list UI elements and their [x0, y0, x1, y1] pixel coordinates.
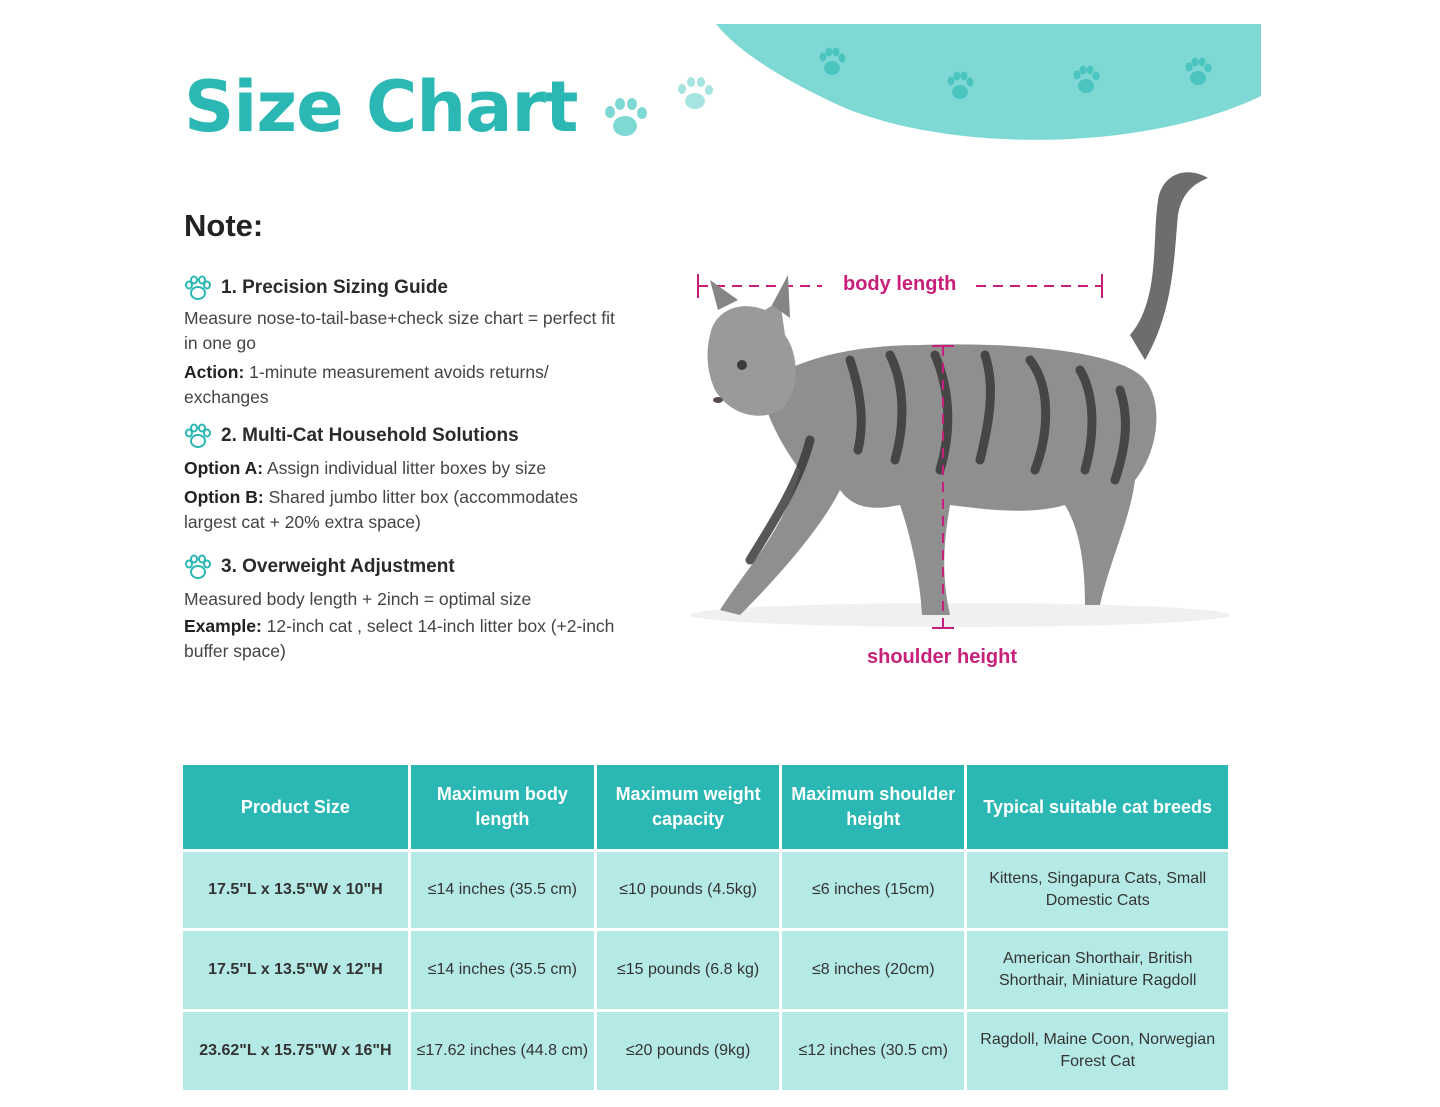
page-title: Size Chart	[184, 66, 578, 148]
note-item	[184, 420, 624, 535]
table-row	[183, 1012, 1228, 1090]
paw-icon	[595, 70, 720, 145]
note-title: 1. Precision Sizing Guide	[221, 277, 448, 298]
column-header: Typical suitable cat breeds	[967, 765, 1228, 849]
table-cell: ≤17.62 inches (44.8 cm)	[411, 1012, 594, 1090]
table-cell: ≤6 inches (15cm)	[782, 852, 964, 928]
column-header: Maximum weight capacity	[597, 765, 779, 849]
paw-icon	[184, 423, 212, 449]
paw-icon	[184, 554, 212, 580]
note-title: 2. Multi-Cat Household Solutions	[221, 425, 519, 446]
cat-shadow	[690, 603, 1230, 627]
note-item	[184, 551, 624, 664]
table-cell: ≤12 inches (30.5 cm)	[782, 1012, 964, 1090]
table-row	[183, 931, 1228, 1009]
table-cell: ≤15 pounds (6.8 kg)	[597, 931, 779, 1009]
note-heading: Note:	[184, 208, 264, 243]
note-text: Measure nose-to-tail-base+check size chart = perfect fit in one go	[184, 308, 615, 353]
note-title: 3. Overweight Adjustment	[221, 556, 455, 577]
cat-image	[708, 172, 1208, 615]
table-cell: ≤14 inches (35.5 cm)	[411, 852, 594, 928]
note-text: Option B: Shared jumbo litter box (accommodates largest cat + 20% extra space)	[184, 487, 578, 532]
table-cell: Kittens, Singapura Cats, Small Domestic Cats	[967, 852, 1228, 928]
table-cell: American Shorthair, British Shorthair, Miniature Ragdoll	[967, 931, 1228, 1009]
column-header: Product Size	[183, 765, 408, 849]
note-text: Example: 12-inch cat , select 14-inch litter box (+2-inch buffer space)	[184, 616, 615, 661]
table-cell: Ragdoll, Maine Coon, Norwegian Forest Cat	[967, 1012, 1228, 1090]
table-row	[183, 852, 1228, 928]
cat-measurement-diagram	[690, 160, 1270, 680]
body-length-label: body length	[843, 273, 957, 295]
shoulder-height-label: shoulder height	[867, 646, 1017, 668]
note-text: Measured body length + 2inch = optimal size	[184, 589, 532, 609]
table-header-row	[183, 765, 1228, 849]
note-text: Action: 1-minute measurement avoids returns/ exchanges	[184, 362, 549, 407]
column-header: Maximum shoulder height	[782, 765, 964, 849]
table-cell: ≤10 pounds (4.5kg)	[597, 852, 779, 928]
note-item	[184, 272, 624, 410]
table-cell: ≤8 inches (20cm)	[782, 931, 964, 1009]
table-cell: 17.5"L x 13.5"W x 12"H	[183, 931, 408, 1009]
column-header: Maximum body length	[411, 765, 594, 849]
table-cell: 23.62"L x 15.75"W x 16"H	[183, 1012, 408, 1090]
notes-list	[184, 272, 624, 674]
note-text: Option A: Assign individual litter boxes by size	[184, 458, 547, 478]
paw-icon	[184, 275, 212, 301]
table-cell: ≤14 inches (35.5 cm)	[411, 931, 594, 1009]
table-cell: ≤20 pounds (9kg)	[597, 1012, 779, 1090]
decorative-banner-arc	[716, 24, 1261, 140]
size-table	[180, 762, 1231, 1093]
table-cell: 17.5"L x 13.5"W x 10"H	[183, 852, 408, 928]
